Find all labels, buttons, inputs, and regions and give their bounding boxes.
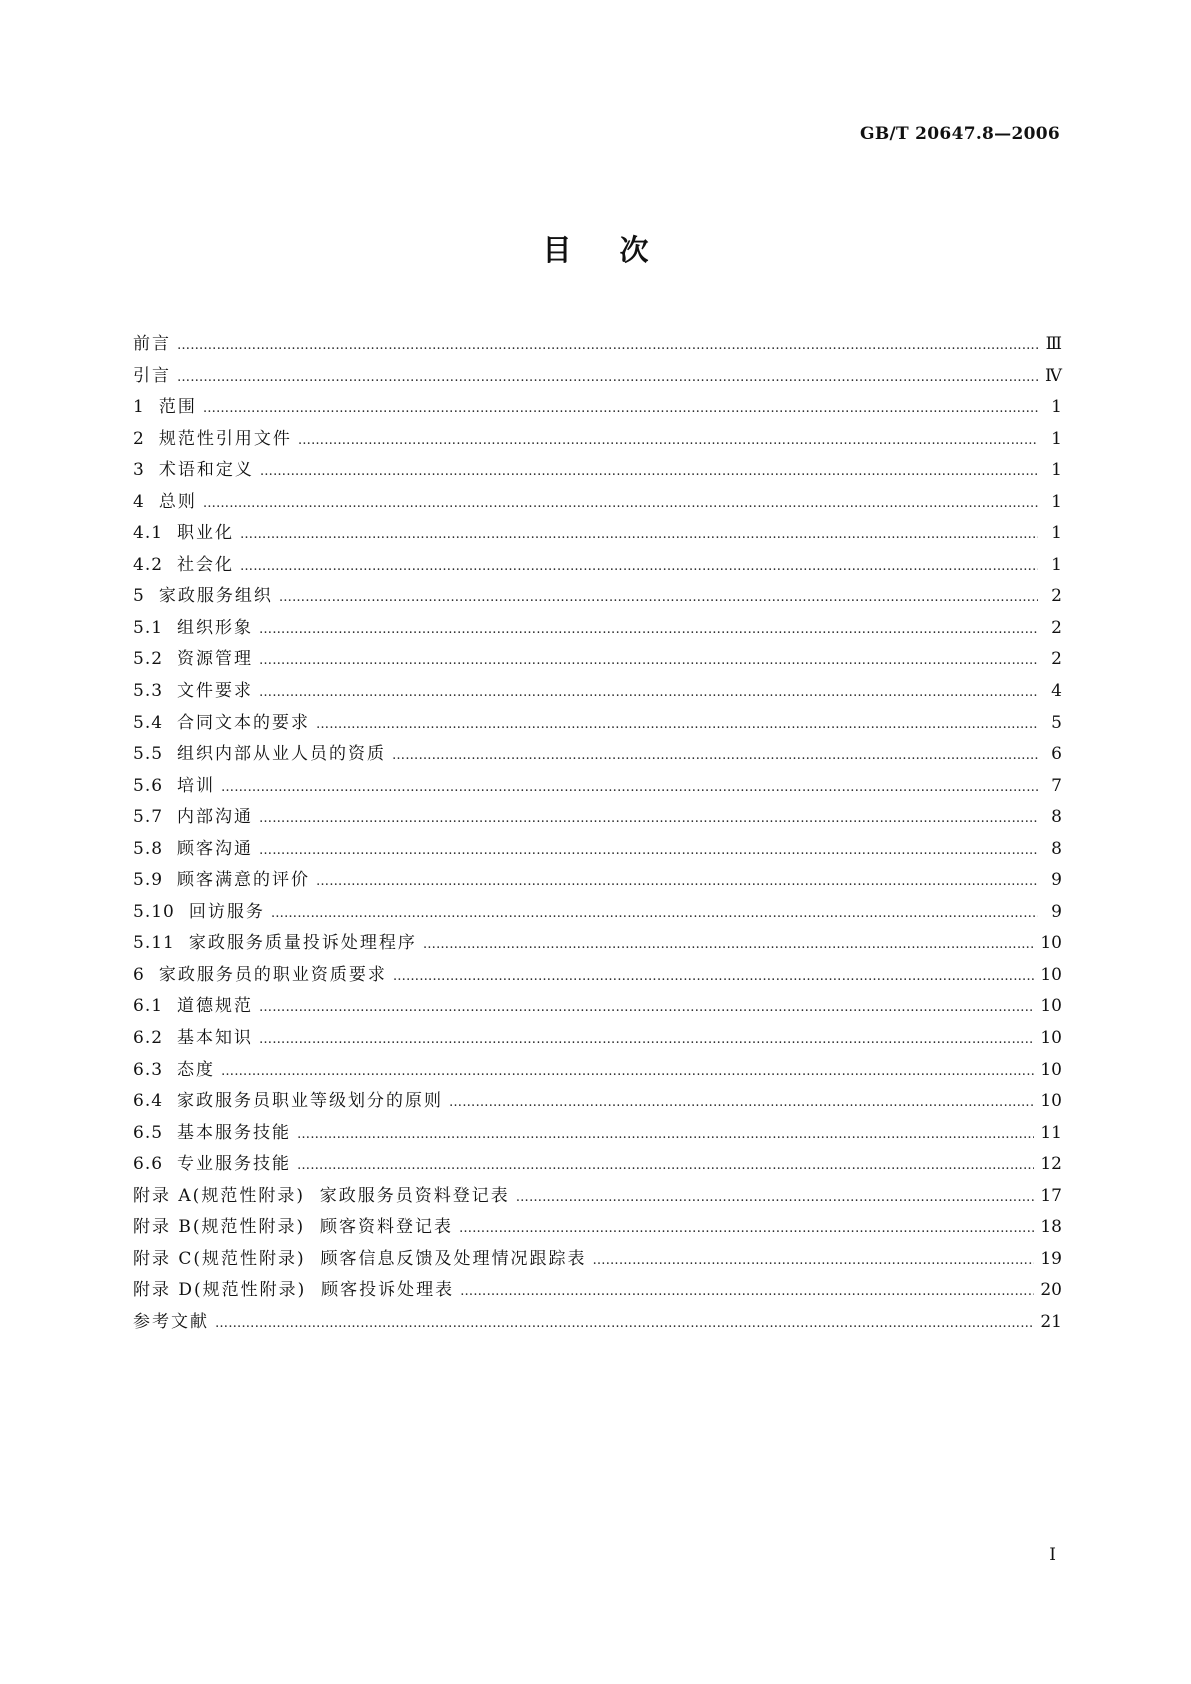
toc-entry-number: 5.2 bbox=[133, 649, 164, 670]
toc-entry-page: 2 bbox=[1051, 586, 1062, 607]
toc-entry[interactable] bbox=[133, 424, 1062, 456]
toc-entry-label: 内部沟通 bbox=[177, 807, 254, 828]
toc-entry-page: 8 bbox=[1051, 838, 1062, 859]
toc-entry-number: 4.1 bbox=[133, 523, 164, 544]
toc-entry-page: 12 bbox=[1040, 1154, 1062, 1175]
toc-entry-page: 9 bbox=[1051, 901, 1062, 922]
toc-entry-page: 21 bbox=[1040, 1311, 1062, 1332]
toc-leader-dots bbox=[240, 519, 1038, 551]
toc-entry[interactable] bbox=[133, 897, 1062, 929]
toc-leader-dots bbox=[260, 456, 1038, 488]
toc-entry[interactable] bbox=[133, 834, 1062, 866]
toc-entry[interactable] bbox=[133, 1181, 1062, 1213]
toc-entry[interactable] bbox=[133, 739, 1062, 771]
toc-entry-number: 5.3 bbox=[133, 681, 164, 702]
toc-entry-number: 1 bbox=[133, 397, 145, 418]
toc-entry-page: 4 bbox=[1051, 681, 1062, 702]
toc-entry-label: 组织形象 bbox=[177, 617, 254, 638]
toc-entry-number: 3 bbox=[133, 460, 145, 481]
toc-leader-dots bbox=[516, 1182, 1035, 1214]
toc-leader-dots bbox=[449, 1087, 1034, 1119]
toc-entry-page: 2 bbox=[1051, 617, 1062, 638]
standard-code: GB/T 20647.8—2006 bbox=[860, 124, 1060, 144]
toc-entry-number: 5 bbox=[133, 586, 145, 607]
toc-leader-dots bbox=[259, 992, 1034, 1024]
toc-leader-dots bbox=[177, 330, 1038, 362]
toc-entry-label: 道德规范 bbox=[177, 996, 254, 1017]
toc-entry[interactable] bbox=[133, 960, 1062, 992]
toc-entry-label: 前言 bbox=[133, 334, 171, 354]
toc-entry-number: 4 bbox=[133, 491, 145, 512]
toc-entry-label: 资源管理 bbox=[177, 649, 254, 670]
toc-entry-page: Ⅳ bbox=[1045, 365, 1062, 386]
toc-entry[interactable] bbox=[133, 361, 1062, 393]
toc-entry-number: 6.2 bbox=[133, 1028, 164, 1049]
toc-entry-page: 1 bbox=[1051, 491, 1062, 512]
toc-entry-number: 5.9 bbox=[133, 870, 164, 891]
toc-leader-dots bbox=[460, 1276, 1034, 1308]
toc-entry[interactable] bbox=[133, 865, 1062, 897]
toc-entry-page: 8 bbox=[1051, 807, 1062, 828]
toc-entry-label: 组织内部从业人员的资质 bbox=[177, 744, 387, 765]
toc-entry-page: 10 bbox=[1040, 996, 1062, 1017]
toc-entry-label: 引言 bbox=[133, 365, 171, 386]
toc-entry[interactable] bbox=[133, 1244, 1062, 1276]
toc-entry[interactable] bbox=[133, 392, 1062, 424]
toc-leader-dots bbox=[592, 1245, 1034, 1277]
toc-entry[interactable] bbox=[133, 518, 1062, 550]
toc-entry-label: 参考文献 bbox=[133, 1311, 209, 1332]
toc-entry-number: 6.4 bbox=[133, 1091, 164, 1112]
toc-entry-label: 职业化 bbox=[177, 523, 235, 544]
toc-leader-dots bbox=[279, 582, 1038, 614]
toc-entry[interactable] bbox=[133, 550, 1062, 582]
toc-entry-page: 10 bbox=[1040, 933, 1062, 954]
toc-entry-number: 6.5 bbox=[133, 1122, 164, 1143]
toc-leader-dots bbox=[259, 1024, 1034, 1056]
toc-entry-page: 17 bbox=[1040, 1185, 1062, 1206]
toc-entry-number: 2 bbox=[133, 428, 145, 449]
toc-entry-number: 5.4 bbox=[133, 712, 164, 733]
toc-leader-dots bbox=[259, 835, 1038, 867]
toc-entry[interactable] bbox=[133, 581, 1062, 613]
toc-entry[interactable] bbox=[133, 487, 1062, 519]
toc-entry[interactable] bbox=[133, 991, 1062, 1023]
toc-leader-dots bbox=[316, 709, 1038, 741]
toc-entry[interactable] bbox=[133, 708, 1062, 740]
toc-leader-dots bbox=[259, 677, 1038, 709]
toc-entry[interactable] bbox=[133, 802, 1062, 834]
toc-entry-page: 7 bbox=[1051, 775, 1062, 796]
table-of-contents bbox=[133, 329, 1062, 1339]
toc-entry[interactable] bbox=[133, 1023, 1062, 1055]
page-number: I bbox=[1049, 1545, 1056, 1565]
toc-leader-dots bbox=[177, 362, 1038, 394]
toc-entry-page: 19 bbox=[1040, 1248, 1062, 1269]
toc-entry-number: 5.1 bbox=[133, 617, 164, 638]
toc-entry-label: 态度 bbox=[177, 1059, 216, 1080]
toc-entry-label: 附录 A(规范性附录) 家政服务员资料登记表 bbox=[133, 1185, 510, 1206]
toc-leader-dots bbox=[203, 488, 1038, 520]
toc-entry-label: 附录 C(规范性附录) 顾客信息反馈及处理情况跟踪表 bbox=[133, 1248, 587, 1269]
toc-entry-number: 6.3 bbox=[133, 1059, 164, 1080]
toc-entry[interactable] bbox=[133, 1212, 1062, 1244]
toc-entry-label: 社会化 bbox=[177, 554, 235, 575]
toc-leader-dots bbox=[259, 803, 1038, 835]
toc-entry-page: 6 bbox=[1051, 744, 1062, 765]
toc-entry[interactable] bbox=[133, 455, 1062, 487]
toc-entry-label: 专业服务技能 bbox=[177, 1154, 292, 1175]
toc-leader-dots bbox=[271, 898, 1038, 930]
toc-entry-number: 4.2 bbox=[133, 554, 164, 575]
toc-entry-number: 6 bbox=[133, 964, 145, 985]
toc-entry-number: 5.11 bbox=[133, 933, 175, 954]
toc-entry[interactable] bbox=[133, 1275, 1062, 1307]
toc-leader-dots bbox=[203, 393, 1038, 425]
toc-entry-page: 10 bbox=[1040, 1091, 1062, 1112]
toc-entry-page: 1 bbox=[1051, 428, 1062, 449]
toc-entry-number: 5.8 bbox=[133, 838, 164, 859]
toc-entry-label: 培训 bbox=[177, 775, 216, 796]
toc-entry-label: 范围 bbox=[158, 397, 197, 418]
toc-entry[interactable] bbox=[133, 329, 1062, 361]
toc-entry-label: 顾客沟通 bbox=[177, 838, 254, 859]
toc-entry[interactable] bbox=[133, 1086, 1062, 1118]
toc-leader-dots bbox=[423, 929, 1035, 961]
toc-entry-number: 5.6 bbox=[133, 775, 164, 796]
toc-entry-page: 10 bbox=[1040, 1059, 1062, 1080]
toc-entry-page: 9 bbox=[1051, 870, 1062, 891]
toc-leader-dots bbox=[259, 645, 1038, 677]
toc-entry-page: 10 bbox=[1040, 964, 1062, 985]
toc-entry[interactable] bbox=[133, 1307, 1062, 1339]
toc-leader-dots bbox=[259, 614, 1038, 646]
toc-entry-label: 附录 B(规范性附录) 顾客资料登记表 bbox=[133, 1217, 453, 1238]
toc-entry[interactable] bbox=[133, 1118, 1062, 1150]
toc-entry-page: 18 bbox=[1040, 1217, 1062, 1238]
toc-entry-page: Ⅲ bbox=[1045, 334, 1062, 354]
toc-entry-label: 顾客满意的评价 bbox=[177, 870, 311, 891]
toc-leader-dots bbox=[240, 551, 1038, 583]
toc-entry-number: 6.6 bbox=[133, 1154, 164, 1175]
toc-entry[interactable] bbox=[133, 1149, 1062, 1181]
toc-entry-label: 家政服务质量投诉处理程序 bbox=[188, 933, 417, 954]
toc-entry[interactable] bbox=[133, 676, 1062, 708]
toc-leader-dots bbox=[298, 425, 1038, 457]
toc-entry[interactable] bbox=[133, 644, 1062, 676]
toc-entry-page: 10 bbox=[1040, 1028, 1062, 1049]
toc-entry-label: 文件要求 bbox=[177, 681, 254, 702]
toc-entry-page: 5 bbox=[1051, 712, 1062, 733]
toc-leader-dots bbox=[221, 772, 1038, 804]
toc-entry-label: 基本服务技能 bbox=[177, 1122, 292, 1143]
toc-leader-dots bbox=[459, 1213, 1034, 1245]
page-title: 目次 bbox=[542, 233, 697, 267]
toc-leader-dots bbox=[297, 1150, 1034, 1182]
toc-entry-page: 1 bbox=[1051, 397, 1062, 418]
toc-entry-page: 1 bbox=[1051, 460, 1062, 481]
toc-leader-dots bbox=[392, 740, 1038, 772]
toc-entry-page: 1 bbox=[1051, 554, 1062, 575]
toc-entry-page: 20 bbox=[1040, 1280, 1062, 1301]
toc-entry-page: 11 bbox=[1040, 1122, 1062, 1143]
toc-leader-dots bbox=[215, 1308, 1034, 1340]
toc-entry[interactable] bbox=[133, 613, 1062, 645]
toc-entry-number: 5.10 bbox=[133, 901, 175, 922]
toc-entry-label: 规范性引用文件 bbox=[158, 428, 292, 449]
toc-entry-label: 总则 bbox=[158, 491, 197, 512]
toc-entry-number: 5.5 bbox=[133, 744, 164, 765]
toc-entry-page: 2 bbox=[1051, 649, 1062, 670]
toc-entry-label: 家政服务组织 bbox=[158, 586, 273, 607]
toc-entry-label: 附录 D(规范性附录) 顾客投诉处理表 bbox=[133, 1280, 455, 1301]
toc-entry-label: 术语和定义 bbox=[158, 460, 254, 481]
toc-entry-number: 6.1 bbox=[133, 996, 164, 1017]
toc-entry[interactable] bbox=[133, 771, 1062, 803]
toc-entry-label: 基本知识 bbox=[177, 1028, 254, 1049]
toc-leader-dots bbox=[393, 961, 1035, 993]
toc-entry-label: 回访服务 bbox=[188, 901, 265, 922]
toc-entry-page: 1 bbox=[1051, 523, 1062, 544]
toc-leader-dots bbox=[316, 866, 1038, 898]
toc-entry[interactable] bbox=[133, 1055, 1062, 1087]
toc-entry-number: 5.7 bbox=[133, 807, 164, 828]
toc-entry-label: 合同文本的要求 bbox=[177, 712, 311, 733]
toc-leader-dots bbox=[221, 1056, 1034, 1088]
toc-entry[interactable] bbox=[133, 928, 1062, 960]
toc-leader-dots bbox=[297, 1119, 1034, 1151]
toc-entry-label: 家政服务员的职业资质要求 bbox=[158, 964, 387, 985]
toc-entry-label: 家政服务员职业等级划分的原则 bbox=[177, 1091, 444, 1112]
